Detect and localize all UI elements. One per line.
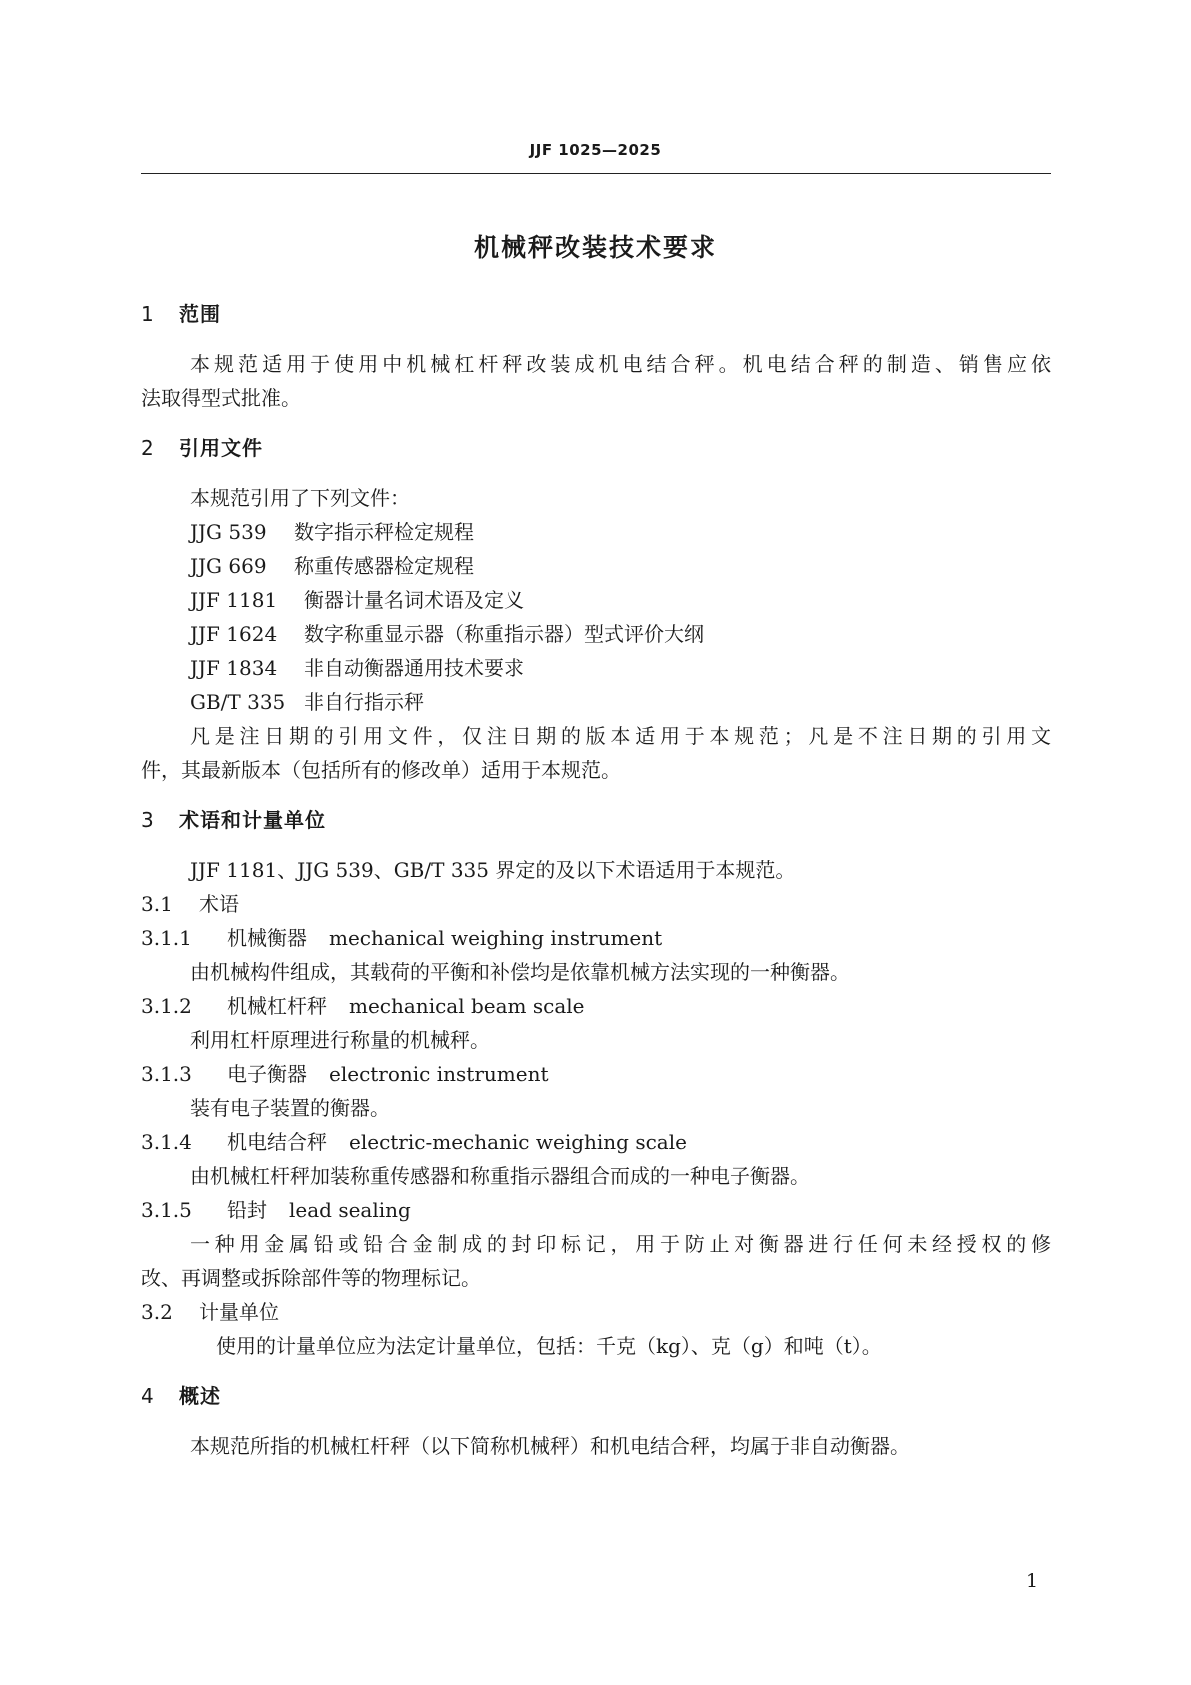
term-heading xyxy=(141,994,1051,1018)
term-chinese: 机械杠杆秤 xyxy=(227,994,327,1018)
references-intro: 本规范引用了下列文件： xyxy=(190,486,410,510)
section-3-heading xyxy=(141,808,1051,832)
subsection-number: 3.1 xyxy=(141,892,173,916)
reference-name: 衡器计量名词术语及定义 xyxy=(304,588,524,612)
section-4-heading xyxy=(141,1384,1051,1408)
reference-code: JJG 539 xyxy=(190,520,267,544)
reference-code: JJF 1834 xyxy=(190,656,278,680)
term-english: mechanical weighing instrument xyxy=(329,926,663,950)
reference-name: 数字称重显示器（称重指示器）型式评价大纲 xyxy=(304,622,704,646)
document-title: 机械秤改装技术要求 xyxy=(473,233,717,262)
reference-code: JJG 669 xyxy=(190,554,267,578)
term-heading xyxy=(141,926,1051,950)
reference-item xyxy=(190,690,1051,714)
term-chinese: 铅封 xyxy=(227,1198,267,1222)
term-number: 3.1.5 xyxy=(141,1198,192,1222)
reference-item xyxy=(190,622,1051,646)
reference-item xyxy=(190,588,1051,612)
reference-name: 称重传感器检定规程 xyxy=(294,554,474,578)
reference-name: 非自动衡器通用技术要求 xyxy=(304,656,524,680)
subsection-title: 术语 xyxy=(199,892,239,916)
term-definition: 由机械构件组成，其载荷的平衡和补偿均是依靠机械方法实现的一种衡器。 xyxy=(190,960,850,984)
term-definition: 装有电子装置的衡器。 xyxy=(190,1096,390,1120)
section-4-paragraph: 本规范所指的机械杠杆秤（以下简称机械秤）和机电结合秤，均属于非自动衡器。 xyxy=(190,1434,910,1458)
reference-code: JJF 1181 xyxy=(190,588,278,612)
reference-name: 数字指示秤检定规程 xyxy=(294,520,474,544)
term-heading xyxy=(141,1062,1051,1086)
page-number: 1 xyxy=(1026,1570,1039,1592)
section-number: 4 xyxy=(141,1384,155,1408)
term-heading xyxy=(141,1198,1051,1222)
reference-item xyxy=(190,554,1051,578)
term-chinese: 机电结合秤 xyxy=(227,1130,327,1154)
reference-code: JJF 1624 xyxy=(190,622,278,646)
section-number: 3 xyxy=(141,808,155,832)
section-title: 术语和计量单位 xyxy=(179,808,326,832)
term-chinese: 电子衡器 xyxy=(227,1062,307,1086)
term-number: 3.1.4 xyxy=(141,1130,192,1154)
references-note-line-1: 凡是注日期的引用文件，仅注日期的版本适用于本规范；凡是不注日期的引用文 xyxy=(190,724,1051,748)
subsection-title: 计量单位 xyxy=(199,1300,279,1324)
reference-code: GB/T 335 xyxy=(190,690,286,714)
reference-item xyxy=(190,656,1051,680)
term-english: mechanical beam scale xyxy=(349,994,585,1018)
term-definition-line-1: 一种用金属铅或铅合金制成的封印标记，用于防止对衡器进行任何未经授权的修 xyxy=(190,1232,1051,1256)
units-paragraph: 使用的计量单位应为法定计量单位，包括：千克（kg）、克（g）和吨（t）。 xyxy=(216,1334,882,1358)
section-title: 概述 xyxy=(179,1384,221,1408)
subsection-number: 3.2 xyxy=(141,1300,173,1324)
subsection-3-2-heading xyxy=(141,1300,1051,1324)
reference-item xyxy=(190,520,1051,544)
term-number: 3.1.3 xyxy=(141,1062,192,1086)
section-number: 2 xyxy=(141,436,155,460)
section-2-heading xyxy=(141,436,1051,460)
term-number: 3.1.2 xyxy=(141,994,192,1018)
subsection-3-1-heading xyxy=(141,892,1051,916)
term-number: 3.1.1 xyxy=(141,926,192,950)
reference-name: 非自行指示秤 xyxy=(304,690,424,714)
terms-intro: JJF 1181、JJG 539、GB/T 335 界定的及以下术语适用于本规范。 xyxy=(190,858,796,882)
term-heading xyxy=(141,1130,1051,1154)
references-note-line-2: 件，其最新版本（包括所有的修改单）适用于本规范。 xyxy=(141,758,621,782)
section-1-heading xyxy=(141,302,1051,326)
term-english: lead sealing xyxy=(289,1198,411,1222)
section-title: 范围 xyxy=(179,302,221,326)
section-title: 引用文件 xyxy=(179,436,263,460)
term-chinese: 机械衡器 xyxy=(227,926,307,950)
term-definition-line-2: 改、再调整或拆除部件等的物理标记。 xyxy=(141,1266,481,1290)
term-definition: 由机械杠杆秤加装称重传感器和称重指示器组合而成的一种电子衡器。 xyxy=(190,1164,810,1188)
term-definition: 利用杠杆原理进行称量的机械秤。 xyxy=(190,1028,490,1052)
term-english: electronic instrument xyxy=(329,1062,549,1086)
term-english: electric-mechanic weighing scale xyxy=(349,1130,687,1154)
section-number: 1 xyxy=(141,302,155,326)
header-rule xyxy=(141,173,1051,174)
document-code-header: JJF 1025—2025 xyxy=(529,141,662,159)
section-1-paragraph-line-2: 法取得型式批准。 xyxy=(141,386,301,410)
section-1-paragraph-line-1: 本规范适用于使用中机械杠杆秤改装成机电结合秤。机电结合秤的制造、销售应依 xyxy=(190,352,1051,376)
